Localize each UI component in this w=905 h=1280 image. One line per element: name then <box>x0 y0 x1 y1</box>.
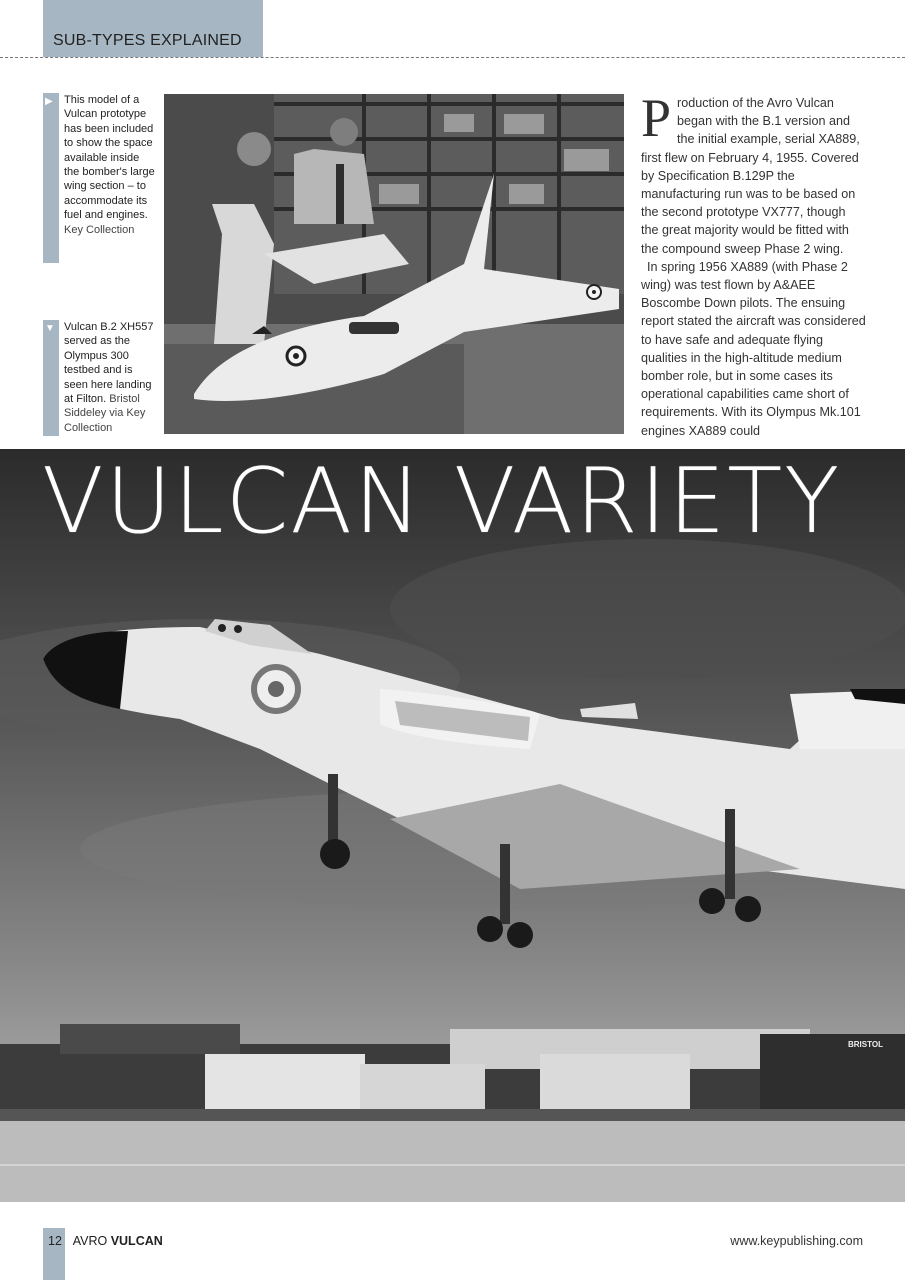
caption-model <box>43 93 155 263</box>
section-header-tab <box>43 0 263 57</box>
magazine-name-light: AVRO <box>72 1234 108 1248</box>
section-title: SUB-TYPES EXPLAINED <box>53 32 242 49</box>
magazine-name-bold: VULCAN <box>110 1234 163 1248</box>
headline: VULCAN VARIETY <box>42 449 842 554</box>
article-paragraph-2: In spring 1956 XA889 (with Phase 2 wing) was test flown by A&AEE Boscombe Down pilots. The ensuing report stated the aircraft was considered to have safe and adequate flying qualities in the high-altitude medium bomber role, but in some cases its operational capabilities came short of requirements. With its Olympus Mk.101 engines XA889 could <box>641 259 866 438</box>
caption-arrow-down-icon: ▼ <box>45 323 55 334</box>
website-url[interactable]: www.keypublishing.com <box>730 1234 863 1248</box>
article-paragraph-1 <box>641 88 866 258</box>
footer-folio <box>48 1234 163 1248</box>
page-number: 12 <box>48 1234 62 1248</box>
article-body <box>641 88 866 440</box>
article-paragraph-1-text: roduction of the Avro Vulcan began with the B.1 version and the initial example, serial XA889, first flew on February 4, 1955. Covered by Specification B.129P the manufacturing run was to be based on the second prototype VX777, though the great majority would be fitted with the compound sweep Phase 2 wing. <box>641 96 860 256</box>
caption-credit: Key Collection <box>64 223 135 236</box>
caption-arrow-right-icon: ▶ <box>45 96 53 107</box>
caption-text: This model of a Vulcan prototype has been included to show the space available inside the bomber's large wing section – to accommodate its fuel and engines. <box>64 94 155 222</box>
hangar-sign-text: BRISTOL <box>848 1040 883 1049</box>
photo-vulcan-landing-filton <box>0 449 905 1202</box>
caption-text: Vulcan B.2 XH557 served as the Olympus 300 testbed and is seen here landing at Filton. <box>64 321 154 406</box>
caption-credit: Bristol Siddeley via Key Collection <box>64 393 146 434</box>
drop-cap: P <box>641 88 672 148</box>
photo-vulcan-model-workshop <box>164 94 624 434</box>
dotted-divider <box>0 57 905 58</box>
caption-xh557 <box>43 320 155 436</box>
